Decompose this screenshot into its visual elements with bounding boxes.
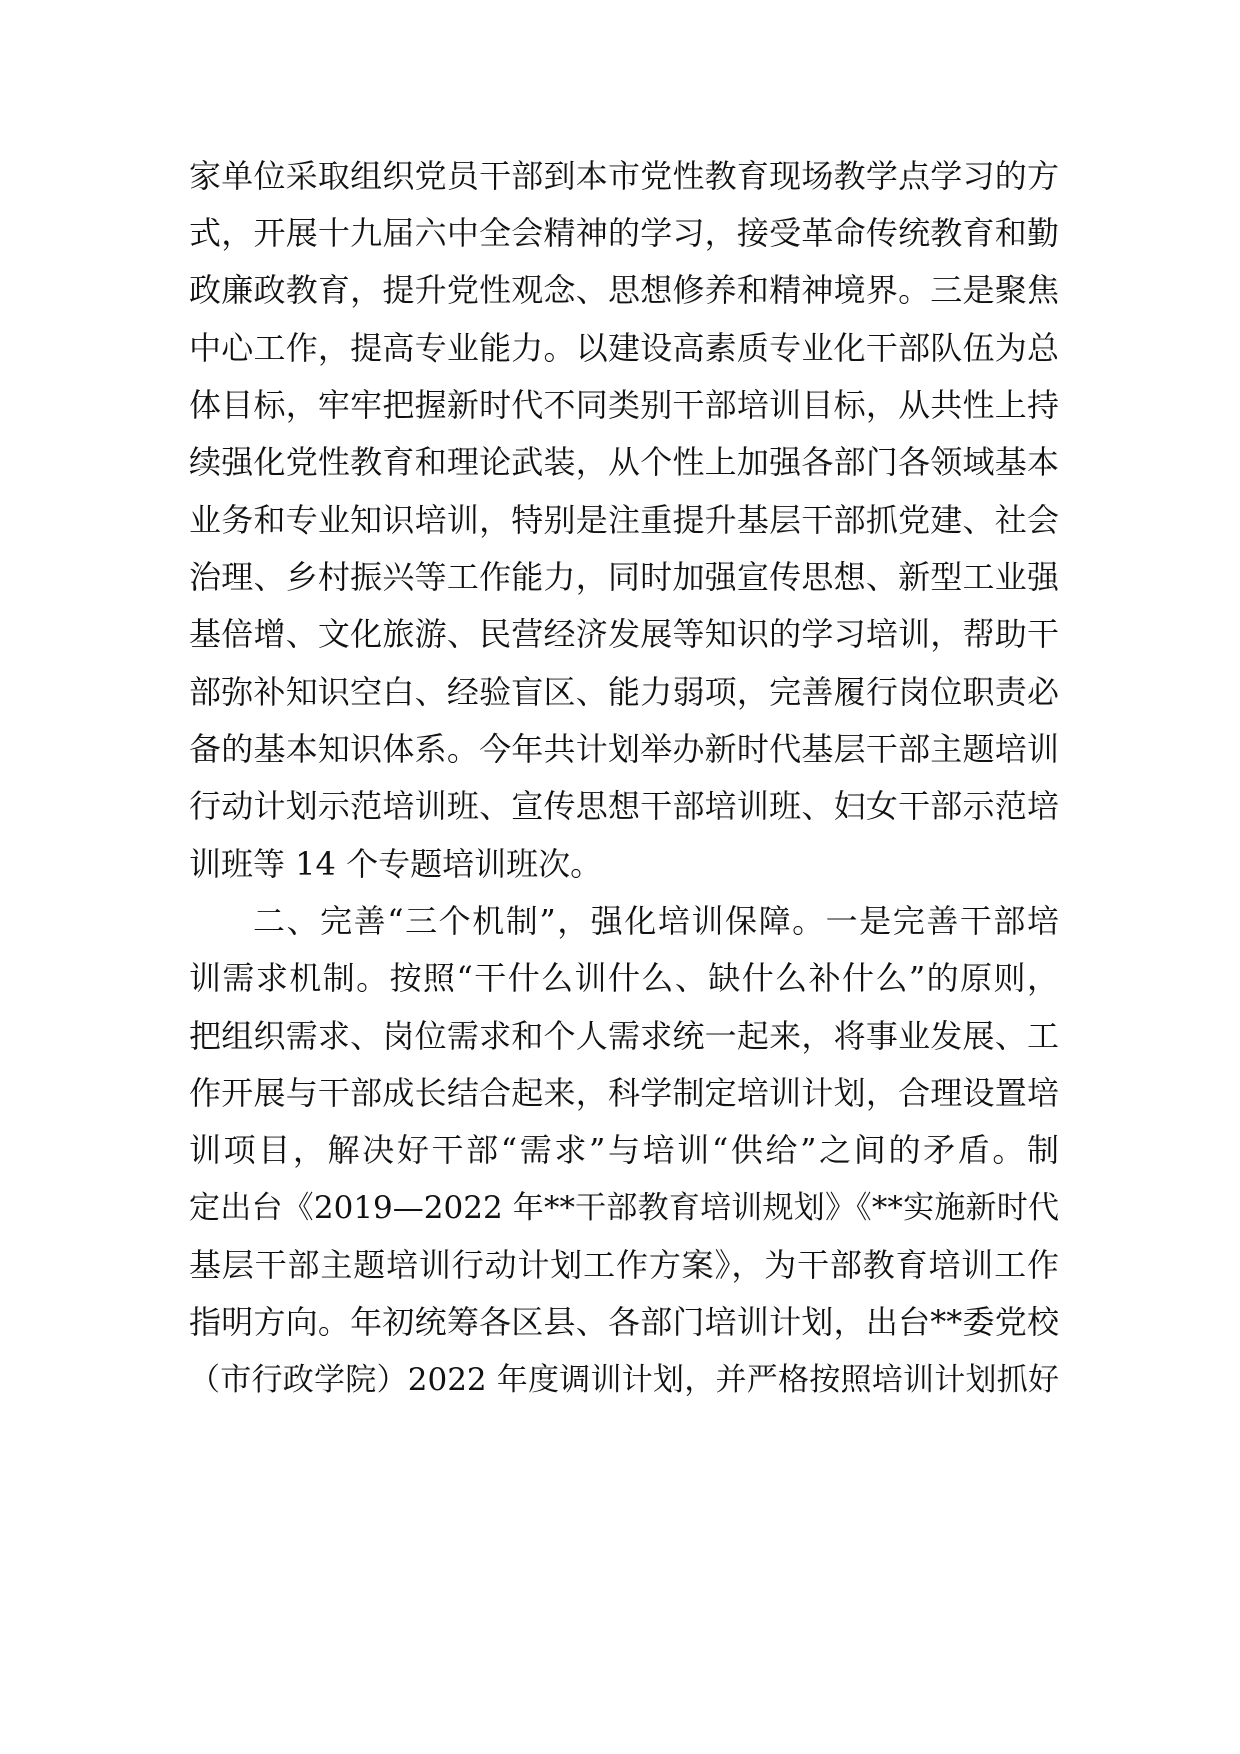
text-line: 训项目，解决好干部“需求”与培训“供给”之间的矛盾。制 xyxy=(189,1131,1059,1169)
text-line: 作开展与干部成长结合起来，科学制定培训计划，合理设置培 xyxy=(189,1074,1059,1112)
text-line: 续强化党性教育和理论武装，从个性上加强各部门各领域基本 xyxy=(189,443,1059,481)
text-line: 二、完善“三个机制”，强化培训保障。一是完善干部培 xyxy=(253,902,1059,940)
text-line: 训需求机制。按照“干什么训什么、缺什么补什么”的原则， xyxy=(189,959,1059,997)
text-line: 指明方向。年初统筹各区县、各部门培训计划，出台**委党校 xyxy=(189,1303,1059,1341)
text-line: 备的基本知识体系。今年共计划举办新时代基层干部主题培训 xyxy=(189,730,1059,768)
text-line: （市行政学院）2022 年度调训计划，并严格按照培训计划抓好 xyxy=(189,1362,1059,1398)
text-line: 基倍增、文化旅游、民营经济发展等知识的学习培训，帮助干 xyxy=(189,615,1059,653)
text-line: 中心工作，提高专业能力。以建设高素质专业化干部队伍为总 xyxy=(189,329,1059,367)
text-line: 定出台《2019—2022 年**干部教育培训规划》《**实施新时代 xyxy=(189,1190,1059,1226)
text-line: 式，开展十九届六中全会精神的学习，接受革命传统教育和勤 xyxy=(189,214,1059,252)
text-line: 训班等 14 个专题培训班次。 xyxy=(189,845,603,883)
text-line: 把组织需求、岗位需求和个人需求统一起来，将事业发展、工 xyxy=(189,1017,1059,1055)
text-line: 体目标，牢牢把握新时代不同类别干部培训目标，从共性上持 xyxy=(189,386,1059,424)
text-line: 行动计划示范培训班、宣传思想干部培训班、妇女干部示范培 xyxy=(189,787,1059,825)
text-line: 政廉政教育，提升党性观念、思想修养和精神境界。三是聚焦 xyxy=(189,271,1059,309)
text-line: 治理、乡村振兴等工作能力，同时加强宣传思想、新型工业强 xyxy=(189,558,1059,596)
text-line: 业务和专业知识培训，特别是注重提升基层干部抓党建、社会 xyxy=(189,501,1059,539)
text-line: 家单位采取组织党员干部到本市党性教育现场教学点学习的方 xyxy=(189,157,1059,195)
text-line: 部弥补知识空白、经验盲区、能力弱项，完善履行岗位职责必 xyxy=(189,673,1059,711)
text-line: 基层干部主题培训行动计划工作方案》，为干部教育培训工作 xyxy=(189,1246,1059,1284)
